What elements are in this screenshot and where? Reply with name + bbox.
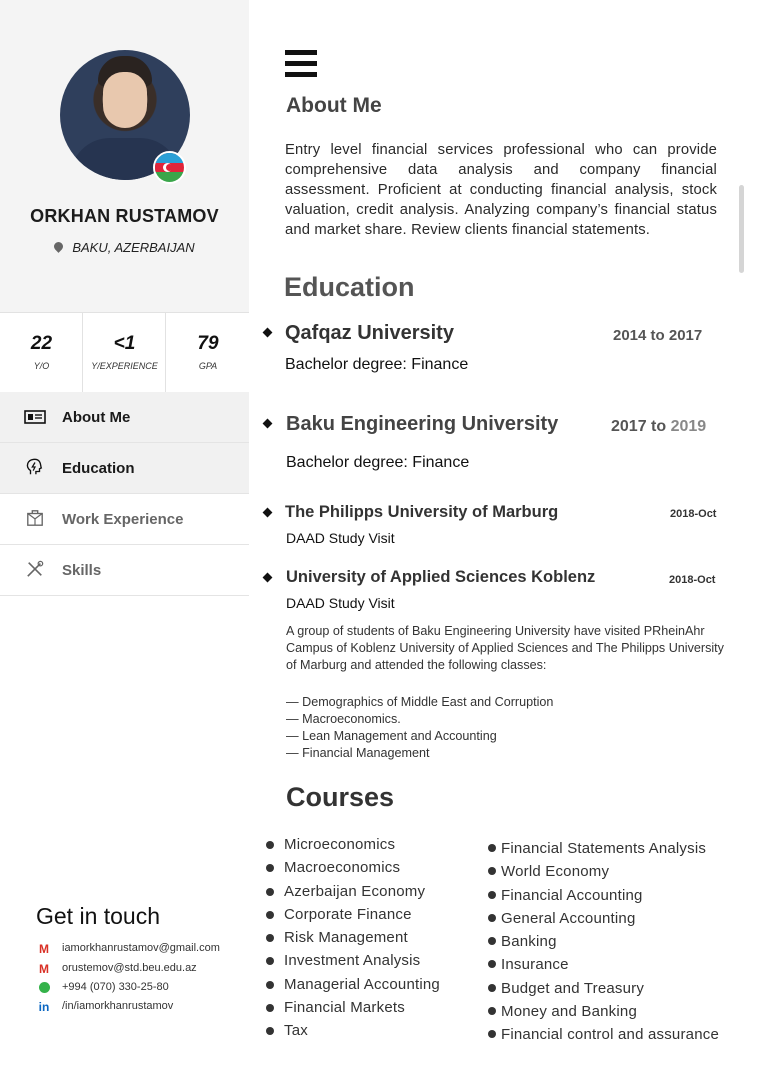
profile-name: ORKHAN RUSTAMOV (30, 206, 219, 226)
contact-text: +994 (070) 330-25-80 (62, 981, 169, 993)
stat-value: 22 (30, 333, 53, 354)
bullet-dot (266, 888, 274, 896)
years-end: 2019 (670, 418, 707, 435)
course-item: Financial Markets (284, 999, 405, 1016)
sidebar-item-work-experience[interactable] (0, 494, 249, 545)
bullet-diamond (263, 328, 273, 338)
courses-heading: Courses (286, 782, 395, 812)
bullet-dot (488, 844, 496, 852)
course-item: Azerbaijan Economy (284, 883, 426, 900)
course-item: Managerial Accounting (284, 976, 440, 993)
stat-value: <1 (113, 333, 136, 354)
nav-label: About Me (62, 409, 131, 426)
bullet-dot (488, 984, 496, 992)
sidebar-item-about-me[interactable] (0, 392, 249, 443)
bullet-dot (266, 934, 274, 942)
stat-label: Y/EXPERIENCE (91, 361, 158, 371)
class-item: — Financial Management (286, 746, 430, 760)
course-item: Macroeconomics (284, 859, 401, 876)
contact-text: orustemov@std.beu.edu.az (62, 962, 197, 974)
location-pin-icon (52, 240, 65, 253)
education-heading: Education (284, 272, 415, 302)
course-item: Financial control and assurance (501, 1026, 719, 1043)
sidebar (0, 0, 249, 1087)
tools-icon (24, 560, 46, 578)
bullet-dot (488, 1030, 496, 1038)
azerbaijan-flag-icon (153, 151, 186, 184)
course-item: General Accounting (501, 910, 636, 927)
bullet-diamond (263, 573, 273, 583)
course-item: Financial Accounting (501, 887, 643, 904)
stat-value: 79 (197, 333, 219, 354)
course-item: Risk Management (284, 929, 408, 946)
bullet-dot (266, 1004, 274, 1012)
bullet-dot (266, 957, 274, 965)
bullet-diamond (263, 508, 273, 518)
sidebar-nav (0, 392, 249, 596)
class-item: — Lean Management and Accounting (286, 729, 497, 743)
stats-bar (0, 312, 249, 394)
education-school: The Philipps University of Marburg (285, 503, 559, 521)
nav-label: Education (62, 460, 135, 477)
course-item: Investment Analysis (284, 952, 421, 969)
course-item: Money and Banking (501, 1003, 637, 1020)
course-item: Tax (284, 1022, 308, 1039)
bullet-dot (266, 1027, 274, 1035)
education-degree: DAAD Study Visit (286, 530, 395, 546)
gmail-icon: M (39, 942, 49, 956)
nav-label: Skills (62, 562, 102, 579)
scrollbar[interactable] (739, 185, 744, 273)
course-item: Budget and Treasury (501, 980, 645, 997)
stat-label: Y/O (33, 361, 50, 371)
years-start: 2017 to (611, 418, 671, 435)
education-degree: DAAD Study Visit (286, 595, 395, 611)
location-text: BAKU, AZERBAIJAN (72, 240, 195, 255)
course-item: Financial Statements Analysis (501, 840, 707, 857)
course-item: Insurance (501, 956, 569, 973)
bullet-dot (488, 891, 496, 899)
head-bulb-icon (24, 458, 46, 476)
education-school: Baku Engineering University (286, 413, 559, 435)
education-description: A group of students of Baku Engineering University have visited PRheinAhr Campus of Koblenz University of Applied Sciences and The Philipps University of Marburg and attended the following classes: (286, 624, 724, 672)
bullet-dot (488, 1007, 496, 1015)
course-item: Corporate Finance (284, 906, 412, 923)
bullet-dot (266, 841, 274, 849)
bullet-dot (266, 911, 274, 919)
education-school: Qafqaz University (285, 322, 454, 344)
education-degree: Bachelor degree: Finance (285, 356, 469, 373)
bullet-dot (266, 864, 274, 872)
course-item: World Economy (501, 863, 610, 880)
briefcase-icon (24, 509, 46, 527)
bullet-dot (488, 960, 496, 968)
sidebar-item-education[interactable] (0, 443, 249, 494)
stat-age (0, 313, 83, 393)
bullet-diamond (263, 419, 273, 429)
menu-icon[interactable] (285, 50, 317, 78)
bullet-dot (266, 981, 274, 989)
education-years: 2018-Oct (669, 574, 716, 586)
class-item: — Macroeconomics. (286, 712, 401, 726)
nav-label: Work Experience (62, 511, 184, 528)
bullet-dot (488, 937, 496, 945)
whatsapp-icon (36, 981, 52, 995)
education-degree: Bachelor degree: Finance (286, 454, 470, 471)
course-item: Banking (501, 933, 557, 950)
contact-text: iamorkhanrustamov@gmail.com (62, 942, 220, 954)
profile-location (0, 240, 249, 255)
id-card-icon (24, 408, 46, 426)
about-heading: About Me (286, 94, 382, 117)
course-item: Microeconomics (284, 836, 396, 853)
class-item: — Demographics of Middle East and Corruption (286, 695, 554, 709)
bullet-dot (488, 914, 496, 922)
stat-gpa (165, 313, 250, 393)
linkedin-icon: in (38, 1000, 50, 1014)
education-years (611, 418, 706, 436)
education-school: University of Applied Sciences Koblenz (286, 568, 596, 586)
education-years: 2014 to 2017 (613, 327, 703, 344)
stat-experience (82, 313, 166, 393)
sidebar-item-skills[interactable] (0, 545, 249, 596)
contact-title: Get in touch (36, 903, 161, 929)
bullet-dot (488, 867, 496, 875)
stat-label: GPA (198, 361, 218, 371)
contact-text: /in/iamorkhanrustamov (62, 1000, 174, 1012)
profile-card (0, 0, 249, 312)
education-years: 2018-Oct (670, 508, 717, 520)
about-text: Entry level financial services professional who can provide comprehensive data analysis and company financial assessment. Proficient at conducting financial analysis, stock valuation, credit analysis. Analyzing company’s financial status and market share. Review clients financial statements. (285, 142, 717, 238)
gmail-icon: M (39, 962, 49, 976)
